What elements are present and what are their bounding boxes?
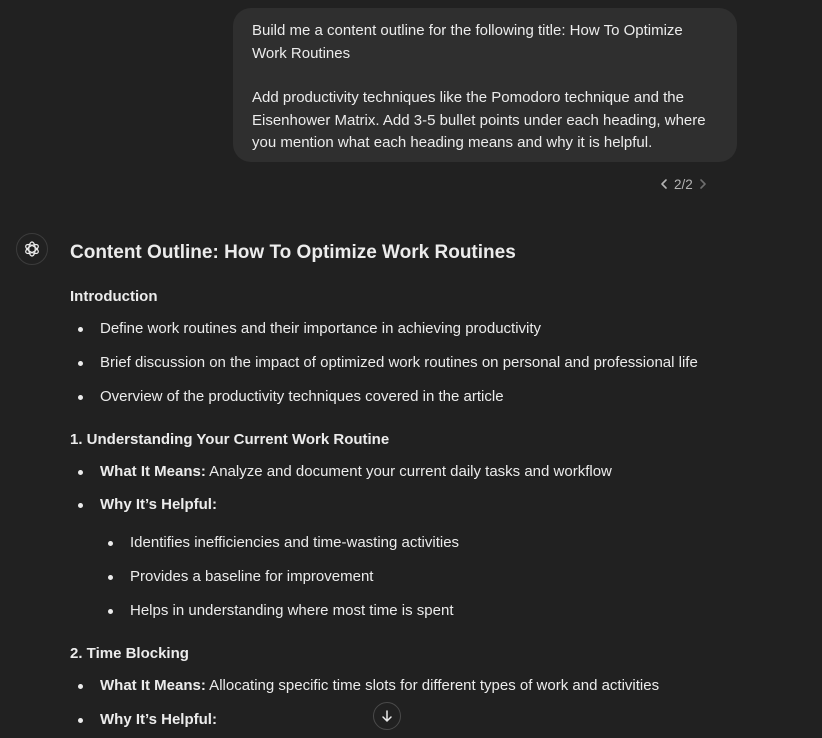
list-item [70, 675, 760, 697]
section-heading-introduction: Introduction [70, 288, 158, 305]
response-pager [656, 173, 711, 195]
response-title: Content Outline: How To Optimize Work Routines [70, 242, 516, 263]
what-it-means-text: Allocating specific time slots for different types of work and activities [205, 677, 660, 694]
user-message-bubble [233, 8, 737, 162]
why-helpful-label: Why It’s Helpful: [100, 711, 217, 728]
list-item: Helps in understanding where most time is spent [100, 600, 760, 622]
user-message-paragraph: Build me a content outline for the following title: How To Optimize Work Routines [252, 22, 683, 62]
list-item: Brief discussion on the impact of optimized work routines on personal and professional life [70, 352, 760, 374]
chevron-left-icon[interactable] [656, 174, 672, 194]
list-item [70, 461, 760, 483]
openai-logo-icon [22, 239, 42, 259]
pager-label: 2/2 [674, 176, 693, 192]
scroll-to-bottom-button[interactable] [373, 702, 401, 730]
list-item [70, 494, 760, 516]
list-item [70, 709, 760, 731]
section-heading-1: 1. Understanding Your Current Work Routine [70, 431, 390, 448]
what-it-means-label: What It Means: [100, 463, 206, 480]
section-heading-2: 2. Time Blocking [70, 645, 189, 662]
list-item: Define work routines and their importance in achieving productivity [70, 318, 760, 340]
list-item: Provides a baseline for improvement [100, 566, 760, 588]
section-2-list [70, 675, 760, 731]
intro-list [70, 318, 760, 408]
arrow-down-icon [380, 709, 394, 723]
section-1-sublist [100, 532, 760, 622]
why-helpful-label: Why It’s Helpful: [100, 496, 217, 513]
user-message-paragraph: Add productivity techniques like the Pomodoro technique and the Eisenhower Matrix. Add 3-5 bullet points under each heading, where you mention what each heading means and why it is helpful. [252, 89, 706, 151]
what-it-means-text: Analyze and document your current daily tasks and workflow [205, 463, 612, 480]
list-item: Identifies inefficiencies and time-wasting activities [100, 532, 760, 554]
list-item: Overview of the productivity techniques covered in the article [70, 386, 760, 408]
assistant-avatar [16, 233, 48, 265]
chevron-right-icon[interactable] [695, 174, 711, 194]
assistant-message [70, 240, 760, 731]
what-it-means-label: What It Means: [100, 677, 206, 694]
section-1-list [70, 461, 760, 516]
